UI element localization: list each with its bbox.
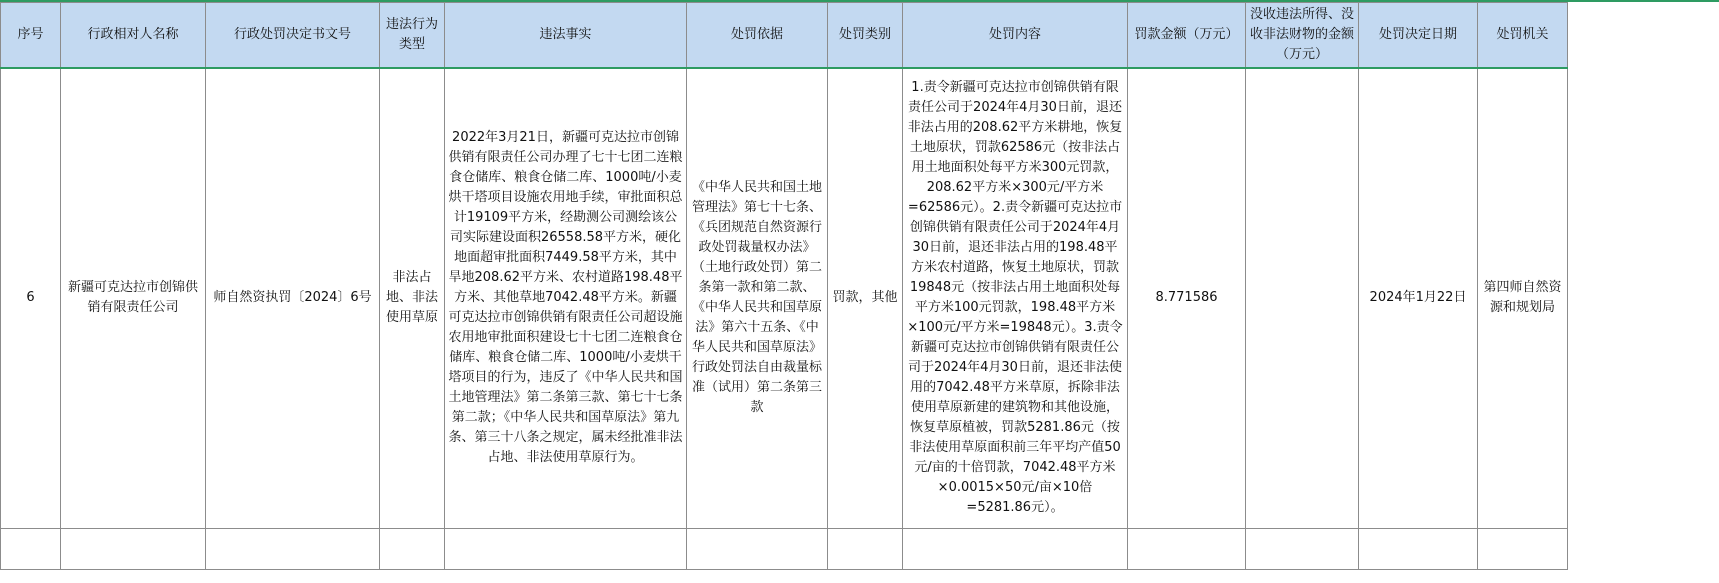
cell-party-name: 新疆可克达拉市创锦供销有限责任公司: [61, 68, 206, 528]
table-row: [1, 528, 1568, 569]
empty-cell: [1128, 528, 1246, 569]
cell-fine-amount: 8.771586: [1128, 68, 1246, 528]
empty-cell: [1246, 528, 1359, 569]
cell-facts: 2022年3月21日，新疆可克达拉市创锦供销有限责任公司办理了七十七团二连粮食仓储库、粮食仓储二库、1000吨/小麦烘干塔项目设施农用地手续，审批面积总计19109平方米，经勘测公司测绘该公司实际建设面积26558.58平方米，硬化地面超审批面积7449.58平方米，其中旱地208.62平方米、农村道路198.48平方米、其他草地7042.48平方米。新疆可克达拉市创锦供销有限责任公司超设施农用地审批面积建设七十七团二连粮食仓储库、粮食仓储二库、1000吨/小麦烘干塔项目的行为，违反了《中华人民共和国土地管理法》第二条第三款、第七十七条第二款；《中华人民共和国草原法》第九条、第三十八条之规定，属未经批准非法占地、非法使用草原行为。: [445, 68, 687, 528]
header-seq: 序号: [1, 3, 61, 69]
header-decision-no: 行政处罚决定书文号: [206, 3, 380, 69]
cell-basis: 《中华人民共和国土地管理法》第七十七条、《兵团规范自然资源行政处罚裁量权办法》（土地行政处罚）第二条第一款和第二款、《中华人民共和国草原法》第六十五条、《中华人民共和国草原法》行政处罚法自由裁量标准（试用）第二条第三款: [687, 68, 828, 528]
cell-violation-type: 非法占地、非法使用草原: [380, 68, 445, 528]
empty-cell: [380, 528, 445, 569]
cell-authority: 第四师自然资源和规划局: [1478, 68, 1568, 528]
empty-cell: [61, 528, 206, 569]
cell-penalty-content: 1.责令新疆可克达拉市创锦供销有限责任公司于2024年4月30日前，退还非法占用的208.62平方米耕地，恢复土地原状，罚款62586元（按非法占用土地面积处每平方米300元罚款，208.62平方米×300元/平方米=62586元）。2.责令新疆可克达拉市创锦供销有限责任公司于2024年4月30日前，退还非法占用的198.48平方米农村道路，恢复土地原状，罚款19848元（按非法占用土地面积处每平方米100元罚款，198.48平方米×100元/平方米=19848元）。3.责令新疆可克达拉市创锦供销有限责任公司于2024年4月30日前，退还非法使用的7042.48平方米草原，拆除非法使用草原新建的建筑物和其他设施，恢复草原植被，罚款5281.86元（按非法使用草原面积前三年平均产值50元/亩的十倍罚款，7042.48平方米×0.0015×50元/亩×10倍=5281.86元）。: [903, 68, 1128, 528]
table-row: [1, 68, 1568, 528]
cell-decision-date: 2024年1月22日: [1359, 68, 1478, 528]
header-party-name: 行政相对人名称: [61, 3, 206, 69]
header-row: [1, 3, 1568, 69]
empty-cell: [1, 528, 61, 569]
header-penalty-content: 处罚内容: [903, 3, 1128, 69]
empty-cell: [828, 528, 903, 569]
header-violation-type: 违法行为类型: [380, 3, 445, 69]
header-authority: 处罚机关: [1478, 3, 1568, 69]
empty-cell: [1359, 528, 1478, 569]
empty-cell: [687, 528, 828, 569]
header-basis: 处罚依据: [687, 3, 828, 69]
cell-penalty-category: 罚款，其他: [828, 68, 903, 528]
cell-seq: 6: [1, 68, 61, 528]
header-confiscation: 没收违法所得、没收非法财物的金额（万元）: [1246, 3, 1359, 69]
penalty-table: [0, 2, 1568, 570]
cell-confiscation: [1246, 68, 1359, 528]
header-penalty-category: 处罚类别: [828, 3, 903, 69]
header-decision-date: 处罚决定日期: [1359, 3, 1478, 69]
empty-cell: [903, 528, 1128, 569]
cell-decision-no: 师自然资执罚〔2024〕6号: [206, 68, 380, 528]
empty-cell: [1478, 528, 1568, 569]
header-fine-amount: 罚款金额（万元）: [1128, 3, 1246, 69]
header-facts: 违法事实: [445, 3, 687, 69]
empty-cell: [206, 528, 380, 569]
empty-cell: [445, 528, 687, 569]
